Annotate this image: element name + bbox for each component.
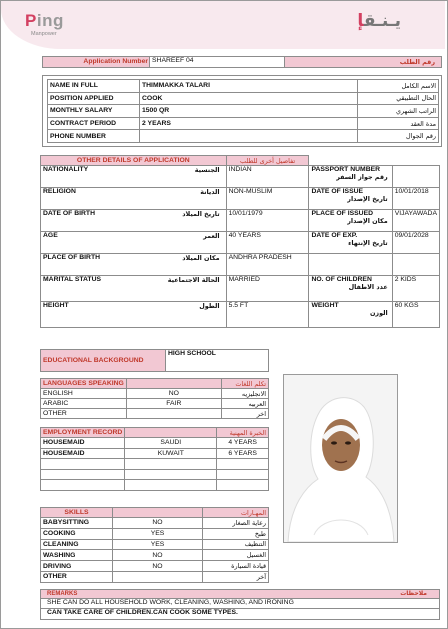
education-value: HIGH SCHOOL	[166, 350, 269, 372]
languages-title: LANGUAGES SPEAKING	[41, 379, 127, 389]
personal-label: POSITION APPLIED	[48, 92, 140, 105]
detail-label-2-en: DATE OF ISSUE	[311, 188, 364, 195]
skill-label: COOKING	[41, 528, 113, 539]
personal-row	[48, 105, 439, 118]
education-table	[40, 349, 269, 372]
detail-label-en: RELIGION	[43, 188, 76, 195]
detail-label-2	[309, 302, 392, 328]
languages-table	[40, 378, 269, 419]
detail-label-en: MARITAL STATUS	[43, 276, 102, 283]
detail-label-ar: تاريخ الميلاد	[182, 210, 220, 218]
personal-row	[48, 92, 439, 105]
employment-table	[40, 427, 269, 491]
employment-position	[41, 459, 125, 470]
personal-value: COOK	[140, 92, 358, 105]
company-logo	[25, 11, 64, 31]
detail-label	[41, 276, 227, 302]
detail-value-2: 2 KIDS	[392, 276, 439, 302]
detail-label	[41, 166, 227, 188]
employment-period	[217, 469, 269, 480]
detail-label-en: AGE	[43, 232, 58, 239]
application-number-value: SHAREEF 04	[149, 57, 285, 67]
personal-row	[48, 80, 439, 93]
employment-country: SAUDI	[125, 438, 217, 449]
employment-header	[41, 428, 269, 438]
employment-row	[41, 469, 269, 480]
employment-position: HOUSEMAID	[41, 448, 125, 459]
detail-value: 40 YEARS	[226, 232, 309, 254]
language-label-ar: اخر	[221, 409, 268, 419]
skill-label-ar: رعاية الصغار	[203, 518, 269, 529]
detail-label-2-en: DATE OF EXP.	[311, 232, 358, 239]
remarks-line-1: SHE CAN DO ALL HOUSEHOLD WORK, CLEANING, WASHING, AND IRONING	[40, 599, 440, 609]
skill-label: WASHING	[41, 550, 113, 561]
logo-letter: P	[25, 11, 37, 30]
employment-row	[41, 459, 269, 470]
skill-row	[41, 528, 269, 539]
detail-label-en: PLACE OF BIRTH	[43, 254, 101, 261]
skill-row	[41, 518, 269, 529]
employment-period	[217, 459, 269, 470]
detail-label-ar: الديانة	[200, 188, 220, 196]
skill-value	[113, 571, 203, 582]
arabic-logo-text: يـنـق	[363, 11, 401, 31]
detail-label-2-ar: الوزن	[369, 309, 388, 317]
detail-value: MARRIED	[226, 276, 309, 302]
detail-label-2-ar: رقم جواز السفر	[336, 173, 388, 181]
detail-label	[41, 302, 227, 328]
skill-label-ar: الغسيل	[203, 550, 269, 561]
employment-country	[125, 469, 217, 480]
skill-value: YES	[113, 539, 203, 550]
skill-label-ar: آخر	[203, 571, 269, 582]
detail-label-2-en: PASSPORT NUMBER	[311, 166, 381, 173]
skill-value: NO	[113, 550, 203, 561]
skill-label: DRIVING	[41, 561, 113, 572]
skill-row	[41, 550, 269, 561]
skill-row	[41, 571, 269, 582]
skills-header	[41, 508, 269, 518]
personal-label: MONTHLY SALARY	[48, 105, 140, 118]
language-label-ar: العربيه	[221, 399, 268, 409]
detail-label	[41, 210, 227, 232]
skill-label: CLEANING	[41, 539, 113, 550]
personal-label-ar: الحال التطبيقي	[358, 92, 439, 105]
skill-label: OTHER	[41, 571, 113, 582]
detail-label-2-en: WEIGHT	[311, 302, 339, 309]
personal-row	[48, 117, 439, 130]
personal-label: NAME IN FULL	[48, 80, 140, 93]
language-row	[41, 389, 269, 399]
language-row	[41, 399, 269, 409]
detail-label	[41, 232, 227, 254]
detail-label	[41, 254, 227, 276]
skill-row	[41, 561, 269, 572]
other-details-title-ar: تفاصيل أخرى للطلب	[226, 156, 309, 166]
language-level	[126, 409, 221, 419]
skill-label-ar: قيادة السيارة	[203, 561, 269, 572]
other-details-row	[41, 166, 440, 188]
other-details-row	[41, 232, 440, 254]
detail-label-2	[309, 188, 392, 210]
language-label-ar: الانجليزيه	[221, 389, 268, 399]
detail-label-ar: العمر	[203, 232, 220, 240]
detail-label-2	[309, 210, 392, 232]
personal-value: THIMMAKKA TALARI	[140, 80, 358, 93]
employment-position	[41, 469, 125, 480]
detail-label-en: NATIONALITY	[43, 166, 89, 173]
header-banner	[1, 1, 445, 49]
detail-label-2-ar: تاريخ الإنتهاء	[348, 239, 388, 247]
application-number-row	[42, 56, 442, 68]
employment-period	[217, 480, 269, 491]
other-details-section	[40, 155, 440, 328]
remarks-label: REMARKS	[47, 591, 78, 597]
remarks-line-2: CAN TAKE CARE OF CHILDREN.CAN COOK SOME TYPES.	[40, 609, 440, 620]
detail-label-2	[309, 166, 392, 188]
detail-label-2-ar: مكان الإصدار	[347, 217, 388, 225]
personal-info-box	[42, 75, 442, 147]
employment-section	[40, 427, 269, 491]
skill-label: BABYSITTING	[41, 518, 113, 529]
personal-value: 1500 QR	[140, 105, 358, 118]
detail-label-2-ar: عدد الاطفال	[348, 283, 388, 291]
detail-value-2	[392, 166, 439, 188]
other-details-row	[41, 254, 440, 276]
applicant-photo	[283, 374, 398, 543]
employment-country	[125, 480, 217, 491]
skills-title: SKILLS	[41, 508, 113, 518]
detail-label-ar: مكان الميلاد	[182, 254, 220, 262]
employment-title: EMPLOYMENT RECORD	[41, 428, 125, 438]
employment-title-ar: الخبرة المهنية	[217, 428, 269, 438]
languages-title-ar: تكلم اللغات	[221, 379, 268, 389]
language-level: NO	[126, 389, 221, 399]
personal-row	[48, 130, 439, 143]
detail-label-2	[309, 254, 392, 276]
detail-value-2: VIJAYAWADA	[392, 210, 439, 232]
detail-label-en: HEIGHT	[43, 302, 69, 309]
detail-value-2: 09/01/2028	[392, 232, 439, 254]
skill-value: YES	[113, 528, 203, 539]
employment-period: 6 YEARS	[217, 448, 269, 459]
skill-value: NO	[113, 561, 203, 572]
employment-row	[41, 448, 269, 459]
detail-value-2	[392, 254, 439, 276]
employment-country: KUWAIT	[125, 448, 217, 459]
skills-title-ar: المهـارات	[203, 508, 269, 518]
employment-period: 4 YEARS	[217, 438, 269, 449]
detail-label-ar: الجنسية	[194, 166, 220, 174]
applicant-photo-image	[284, 375, 397, 542]
personal-label-ar: الراتب الشهري	[358, 105, 439, 118]
remarks-header	[40, 589, 440, 599]
detail-label	[41, 188, 227, 210]
language-level: FAIR	[126, 399, 221, 409]
personal-label: PHONE NUMBER	[48, 130, 140, 143]
education-label: EDUCATIONAL BACKGROUND	[41, 350, 166, 372]
education-row	[40, 349, 269, 372]
detail-value: NON-MUSLIM	[226, 188, 309, 210]
detail-value: ANDHRA PRADESH	[226, 254, 309, 276]
language-row	[41, 409, 269, 419]
logo-subtitle: Manpower	[31, 31, 57, 37]
other-details-row	[41, 276, 440, 302]
skills-spacer	[113, 508, 203, 518]
languages-section	[40, 378, 269, 419]
skill-value: NO	[113, 518, 203, 529]
skill-label-ar: طبخ	[203, 528, 269, 539]
employment-row	[41, 480, 269, 491]
detail-label-2-ar: تاريخ الإصدار	[347, 195, 388, 203]
employment-country	[125, 459, 217, 470]
arabic-logo	[357, 11, 401, 31]
application-number-label: Application Number	[83, 58, 148, 65]
personal-info-table	[47, 79, 439, 143]
detail-value-2: 10/01/2018	[392, 188, 439, 210]
other-details-row	[41, 302, 440, 328]
logo-text: ing	[36, 11, 64, 30]
arabic-logo-letter: إ	[357, 11, 364, 31]
employment-position	[41, 480, 125, 491]
other-details-header	[41, 156, 440, 166]
detail-label-2	[309, 276, 392, 302]
language-label: OTHER	[41, 409, 127, 419]
other-details-table	[40, 155, 440, 328]
detail-label-2-en: PLACE OF ISSUED	[311, 210, 374, 217]
application-number-label-ar: رقم الطلب	[399, 58, 435, 66]
employment-position: HOUSEMAID	[41, 438, 125, 449]
language-label: ARABIC	[41, 399, 127, 409]
personal-value: 2 YEARS	[140, 117, 358, 130]
detail-label-ar: الحالة الاجتماعية	[167, 276, 220, 284]
detail-label-2	[309, 232, 392, 254]
languages-spacer	[126, 379, 221, 389]
skill-label-ar: التنظيف	[203, 539, 269, 550]
personal-label: CONTRACT PERIOD	[48, 117, 140, 130]
languages-header	[41, 379, 269, 389]
other-details-row	[41, 210, 440, 232]
personal-label-ar: مدة العقد	[358, 117, 439, 130]
detail-label-en: DATE OF BIRTH	[43, 210, 95, 217]
remarks-label-ar: ملاحظات	[400, 590, 427, 597]
detail-label-ar: الطول	[199, 302, 220, 310]
detail-value: INDIAN	[226, 166, 309, 188]
skills-section	[40, 507, 269, 583]
other-details-title: OTHER DETAILS OF APPLICATION	[41, 156, 227, 166]
language-label: ENGLISH	[41, 389, 127, 399]
skill-row	[41, 539, 269, 550]
detail-label-2-en: NO. OF CHILDREN	[311, 276, 372, 283]
skills-table	[40, 507, 269, 583]
employment-row	[41, 438, 269, 449]
personal-label-ar: رقم الجوال	[358, 130, 439, 143]
personal-label-ar: الاسم الكامل	[358, 80, 439, 93]
other-details-row	[41, 188, 440, 210]
detail-value: 5.5 FT	[226, 302, 309, 328]
employment-spacer	[125, 428, 217, 438]
personal-value	[140, 130, 358, 143]
detail-value: 10/01/1979	[226, 210, 309, 232]
detail-value-2: 60 KGS	[392, 302, 439, 328]
